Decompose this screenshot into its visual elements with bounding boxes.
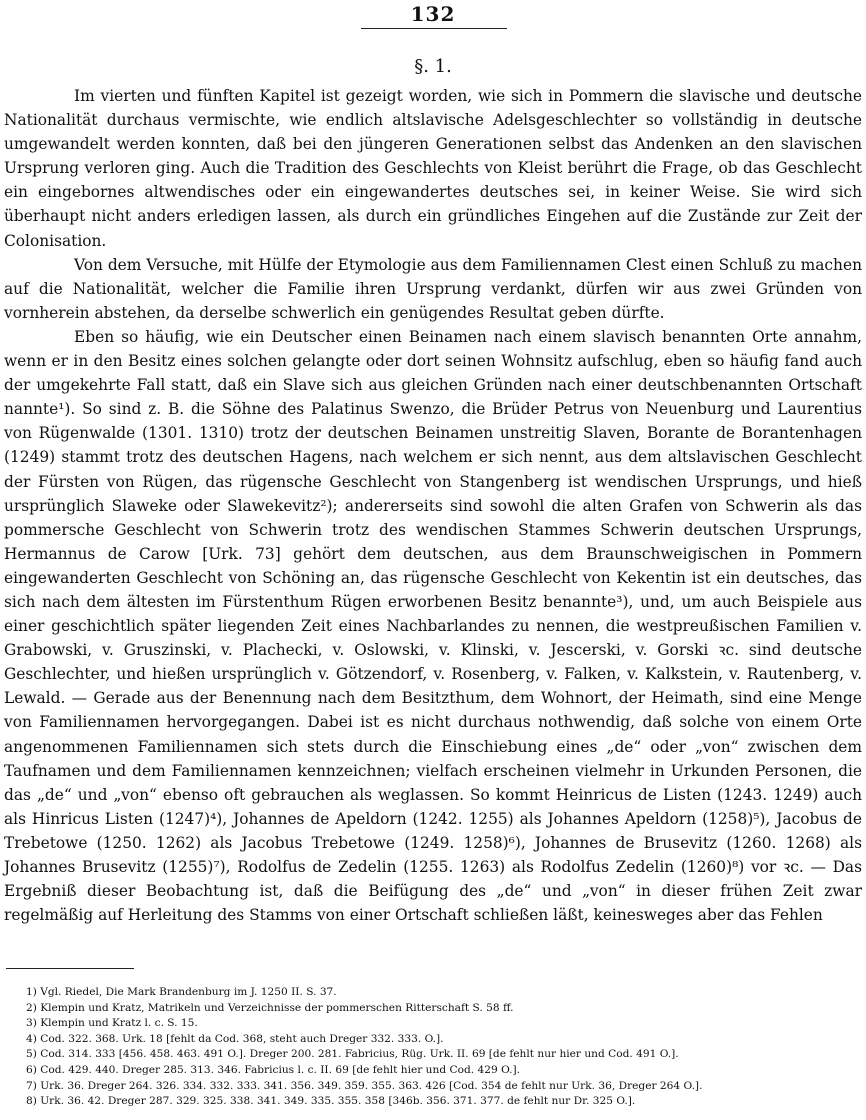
footnote: 5) Cod. 314. 333 [456. 458. 463. 491 O.]. Dreger 200. 281. Fabricius, Rüg. Urk. II. 69 [de fehlt nur hier und Cod. 491 O.].: [26, 1048, 679, 1061]
section-heading: §. 1.: [414, 56, 452, 77]
footnote: 6) Cod. 429. 440. Dreger 285. 313. 346. Fabricius l. c. II. 69 [de fehlt hier und Cod. 429 O.].: [26, 1063, 521, 1076]
footnote: 1) Vgl. Riedel, Die Mark Brandenburg im J. 1250 II. S. 37.: [26, 986, 337, 998]
footnote: 3) Klempin und Kratz l. c. S. 15.: [26, 1017, 198, 1030]
footnote: 4) Cod. 322. 368. Urk. 18 [fehlt da Cod. 368, steht auch Dreger 332. 333. O.].: [26, 1032, 444, 1045]
body-text: [4, 84, 862, 927]
footnote: 2) Klempin und Kratz, Matrikeln und Verzeichnisse der pommerschen Ritterschaft S. 58 ff.: [26, 1001, 514, 1014]
header-rule: [361, 28, 507, 29]
page-number: 132: [410, 2, 456, 26]
footnote: 7) Urk. 36. Dreger 264. 326. 334. 332. 333. 341. 356. 349. 359. 355. 363. 426 [Cod. 354 de fehlt nur Urk. 36, Dreger 264 O.].: [26, 1079, 703, 1092]
footnotes: [26, 985, 862, 1110]
footnote: 8) Urk. 36. 42. Dreger 287. 329. 325. 338. 341. 349. 335. 355. 358 [346b. 356. 371. 377. de fehlt nur Dr. 325 O.].: [26, 1095, 636, 1108]
paragraph: Von dem Versuche, mit Hülfe der Etymologie aus dem Familiennamen Clest einen Schluß zu machen auf die Nationalität, welcher die Familie ihren Ursprung verdankt, dürfen wir aus zwei Gründen von vornherein abstehen, da derselbe schwerlich ein genügendes Resultat geben dürfte.: [4, 255, 862, 322]
paragraph: Eben so häufig, wie ein Deutscher einen Beinamen nach einem slavisch benannten Orte annahm, wenn er in den Besitz eines solchen gelangte oder dort seinen Wohnsitz aufschlug, eben so häufig fand auch der umgekehrte Fall statt, daß ein Slave sich aus gleichen Gründen nach einer deutschbenannten Ortschaft nannte¹). So sind z. B. die Söhne des Palatinus Swenzo, die Brüder Petrus von Neuenburg und Laurentius von Rügenwalde (1301. 1310) trotz der deutschen Beinamen unstreitig Slaven, Borante de Borantenhagen (1249) stammt trotz des deutschen Hagens, nach welchem er sich nennt, aus dem altslavischen Geschlecht der Fürsten von Rügen, das rügensche Geschlecht von Stangenberg ist wendischen Ursprungs, und hieß ursprünglich Slaweke oder Slawekevitz²); andererseits sind sowohl die alten Grafen von Schwerin als das pommersche Geschlecht von Schwerin trotz des wendischen Stammes Schwerin deutschen Ursprungs, Hermannus de Carow [Urk. 73] gehört dem deutschen, aus dem Braunschweigischen in Pommern eingewanderten Geschlecht von Schöning an, das rügensche Geschlecht von Kekentin ist ein deutsches, das sich nach dem ältesten im Fürstenthum Rügen erworbenen Besitz benannte³), und, um auch Beispiele aus einer geschichtlich später liegenden Zeit eines Nachbarlandes zu nennen, die westpreußischen Familien v. Grabowski, v. Gruszinski, v. Plachecki, v. Oslowski, v. Klinski, v. Jescerski, v. Gorski ꝛc. sind deutsche Geschlechter, und hießen ursprünglich v. Götzendorf, v. Rosenberg, v. Falken, v. Kalkstein, v. Rautenberg, v. Lewald. — Gerade aus der Benennung nach dem Besitzthum, dem Wohnort, der Heimath, sind eine Menge von Familiennamen hervorgegangen. Dabei ist es nicht durchaus nothwendig, daß solche von einem Orte angenommenen Familiennamen sich stets durch die Einschiebung eines „de“ oder „von“ zwischen dem Taufnamen und dem Familiennamen kennzeichnen; vielfach erscheinen vielmehr in Urkunden Personen, die das „de“ und „von“ ebenso oft gebrauchen als weglassen. So kommt Heinricus de Listen (1243. 1249) auch als Hinricus Listen (1247)⁴), Johannes de Apeldorn (1242. 1255) als Johannes Apeldorn (1258)⁵), Jacobus de Trebetowe (1250. 1262) als Jacobus Trebetowe (1249. 1258)⁶), Johannes de Brusevitz (1260. 1268) als Johannes Brusevitz (1255)⁷), Rodolfus de Zedelin (1255. 1263) als Rodolfus Zedelin (1260)⁸) vor ꝛc. — Das Ergebniß dieser Beobachtung ist, daß die Beifügung des „de“ und „von“ in dieser frühen Zeit zwar regelmäßig auf Herleitung des Stamms von einer Ortschaft schließen läßt, keinesweges aber das Fehlen: [4, 327, 862, 925]
paragraph: Im vierten und fünften Kapitel ist gezeigt worden, wie sich in Pommern die slavische und deutsche Nationalität durchaus vermischte, wie endlich altslavische Adelsgeschlechter so vollständig in deutsche umgewandelt werden konnten, daß bei den jüngeren Generationen selbst das Andenken an den slavischen Ursprung verloren ging. Auch die Tradition des Geschlechts von Kleist berührt die Frage, ob das Geschlecht ein eingebornes altwendisches oder ein eingewandertes deutsches sei, in keiner Weise. Sie wird sich überhaupt nicht anders erledigen lassen, als durch ein gründliches Eingehen auf die Zustände zur Zeit der Colonisation.: [4, 87, 862, 250]
footnote-rule: [6, 968, 134, 969]
